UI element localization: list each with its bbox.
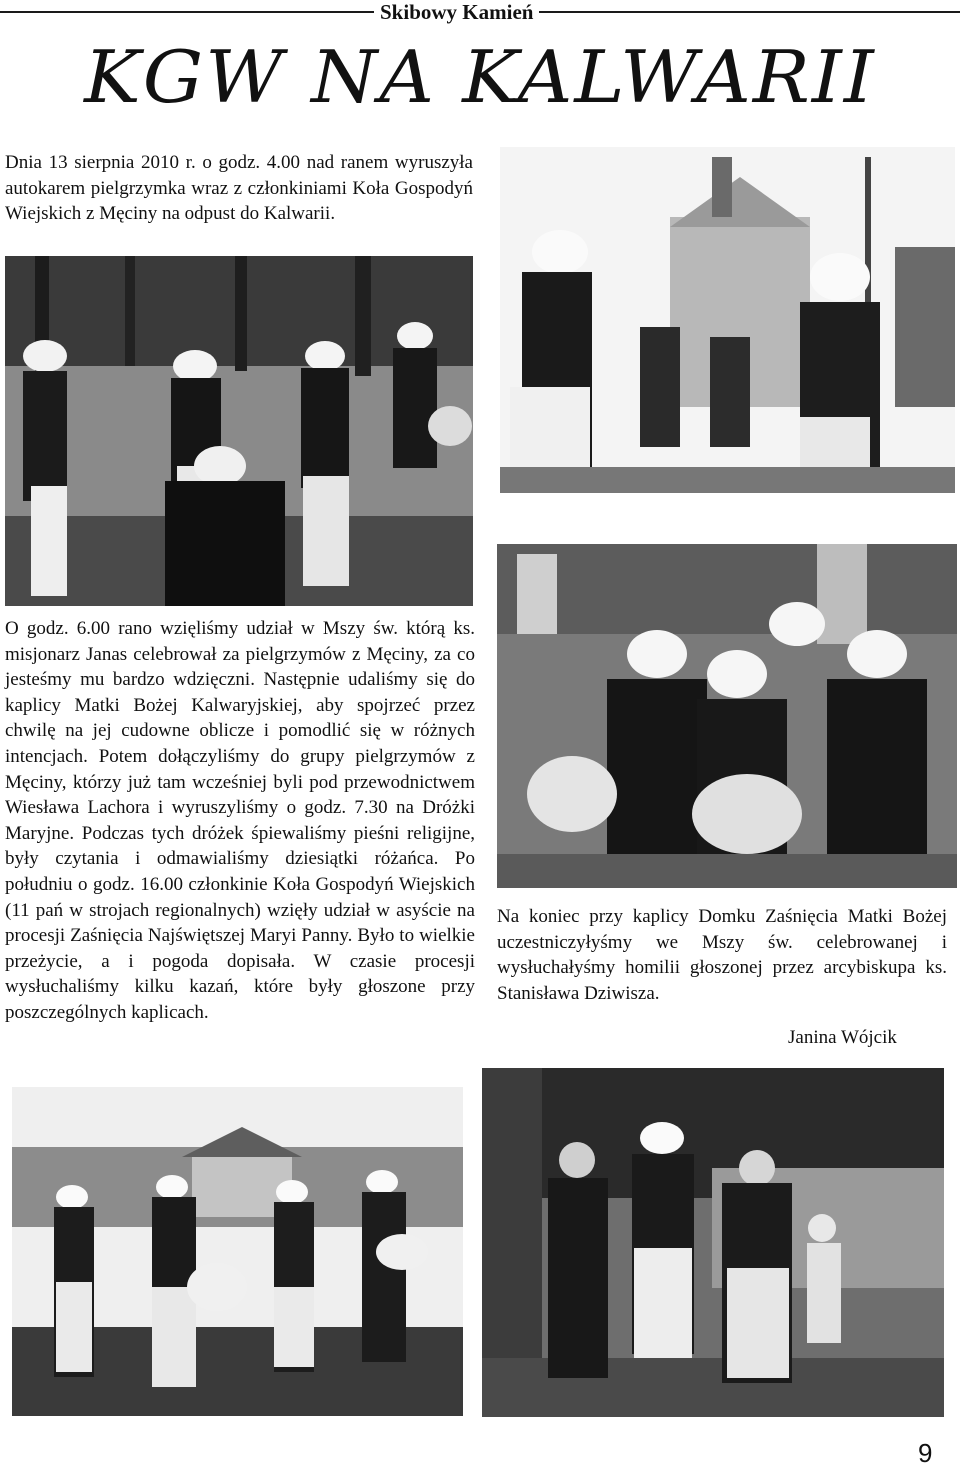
photo-women-by-church [500, 147, 955, 493]
body-paragraph-right: Na koniec przy kaplicy Domku Zaśnięcia Matki Bożej uczestniczyłyśmy we Mszy św. celebrowanej i wysłuchałyśmy homilii głoszonej przez arcybiskupa ks. Stanisława Dziwisza. [497, 906, 947, 1004]
body-paragraph-left: O godz. 6.00 rano wzięliśmy udział w Mszy św. którą ks. misjonarz Janas celebrował za pielgrzymów z Męciny, za co jesteśmy mu bardzo wdzięczni. Następnie udaliśmy się do kaplicy Matki Bożej Kalwaryjskiej, aby spojrzeć przez chwilę na jej cudowne oblicze i pomodlić się w różnych intencjach. Potem dołączyliśmy do grupy pielgrzymów z Męciny, którzy już tam wcześniej byli pod przewodnictwem Wiesława Lachora i wyruszyliśmy o godz. 7.30 na Dróżki Maryjne. Podczas tych dróżek śpiewaliśmy pieśni religijne, były czytania i odmawialiśmy dziesiątki różańca. Po południu o godz. 16.00 członkinie Koła Gospodyń Wiejskich (11 pań w strojach regionalnych) wzięły udział w asyście na procesji Zaśnięcia Najświętszej Maryi Panny. Było to wielkie przeżycie, a i pogoda dopisała. W czasie procesji wysłuchaliśmy kilku kazań, które były głoszone przy poszczególnych kaplicach. [5, 618, 475, 1023]
page-number: 9 [918, 1438, 933, 1468]
article-title: KGW NA KALWARII [84, 35, 876, 119]
photo-women-with-baskets [497, 544, 957, 888]
intro-paragraph: Dnia 13 sierpnia 2010 r. o godz. 4.00 nad ranem wyruszyła autokarem pielgrzymka wraz z członkiniami Koła Gospodyń Wiejskich z Męciny na odpust do Kalwarii. [5, 152, 473, 225]
photo-women-near-crowd [482, 1068, 944, 1417]
publication-name: Skibowy Kamień [374, 0, 539, 24]
author-signature: Janina Wójcik [788, 1027, 897, 1048]
photo-procession-street [12, 1087, 463, 1416]
photo-women-in-park [5, 256, 473, 606]
